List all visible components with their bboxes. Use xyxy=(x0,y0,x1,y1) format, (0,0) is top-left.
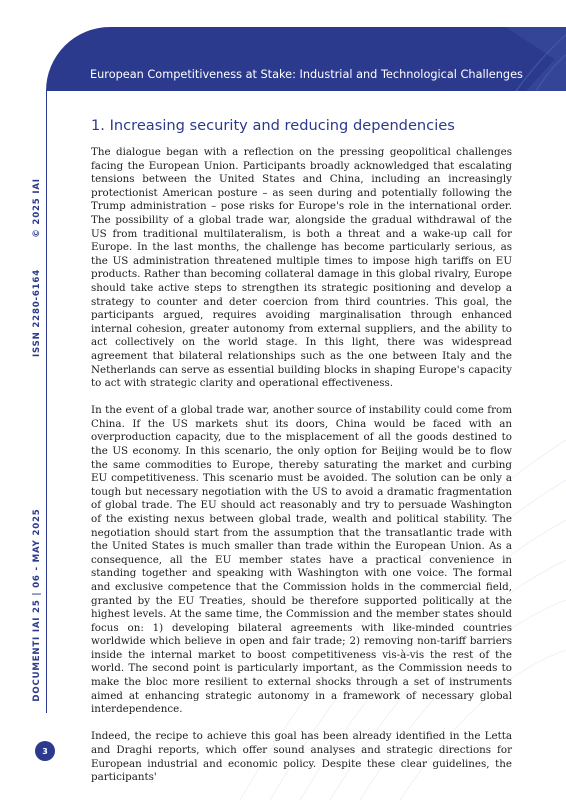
page-number-badge: 3 xyxy=(35,741,55,761)
paragraph: The dialogue began with a reflection on the pressing geopolitical challenges facing the European Union. Participants broadly acknowledged that escalating tensions between the United States and China, including an increasingly protectionist American posture – as seen during and potentially following the Trump administration – pose risks for Europe's role in the international order. The possibility of a global trade war, alongside the gradual withdrawal of the US from traditional multilateralism, is both a threat and a wake-up call for Europe. In the last months, the challenge has become particularly serious, as the US administration threatened multiple times to impose high tariffs on EU products. Rather than becoming collateral damage in this global rivalry, Europe should take active steps to strengthen its strategic positioning and develop a strategy to counter and deter coercion from third countries. This goal, the participants argued, requires avoiding marginalisation through enhanced internal cohesion, greater autonomy from external suppliers, and the ability to act collectively on the world stage. In this light, there was widespread agreement that bilateral relationships such as the one between Italy and the Netherlands can serve as essential building blocks in shaping Europe's capacity to act with strategic clarity and operational effectiveness. xyxy=(91,146,512,390)
header-band xyxy=(46,27,566,91)
body-text xyxy=(91,146,512,798)
document-running-title: European Competitiveness at Stake: Industrial and Technological Challenges xyxy=(90,68,523,81)
paragraph: In the event of a global trade war, another source of instability could come from China. If the US markets shut its doors, China would be faced with an overproduction capacity, due to the misplacement of all the goods destined to the US economy. In this scenario, the only option for Beijing would be to flow the same commodities to Europe, thereby saturating the market and curbing EU competitiveness. This scenario must be avoided. The solution can be only a tough but necessary negotiation with the US to avoid a dramatic fragmentation of global trade. The EU should act reasonably and try to persuade Washington of the existing nexus between global trade, wealth and political stability. The negotiation should start from the assumption that the transatlantic trade with the United States is much smaller than trade within the European Union. As a consequence, all the EU member states have a practical convenience in standing together and speaking with Washington with one voice. The formal and exclusive competence that the Commission holds in the commercial field, granted by the EU Treaties, should be therefore supported politically at the highest levels. At the same time, the Commission and the member states should focus on: 1) developing bilateral agreements with like-minded countries worldwide which believe in open and fair trade; 2) removing non-tariff barriers inside the internal market to boost competitiveness vis-à-vis the rest of the world. The second point is particularly important, as the Commission needs to make the bloc more resilient to external shocks through a set of instruments aimed at enhancing strategic autonomy in a framework of necessary global interdependence. xyxy=(91,404,512,716)
sidebar-divider xyxy=(46,91,47,713)
section-heading: 1. Increasing security and reducing dependencies xyxy=(91,117,455,134)
header-decoration-icon xyxy=(446,27,566,91)
issn-label: ISSN 2280-6164 xyxy=(32,269,42,357)
copyright-label: © 2025 IAI xyxy=(32,178,42,238)
series-label: DOCUMENTI IAI 25 | 06 - MAY 2025 xyxy=(32,508,42,702)
paragraph: Indeed, the recipe to achieve this goal has been already identified in the Letta and Draghi reports, which offer sound analyses and strategic directions for European industrial and economic policy. Despite these clear guidelines, the participants' xyxy=(91,730,512,784)
